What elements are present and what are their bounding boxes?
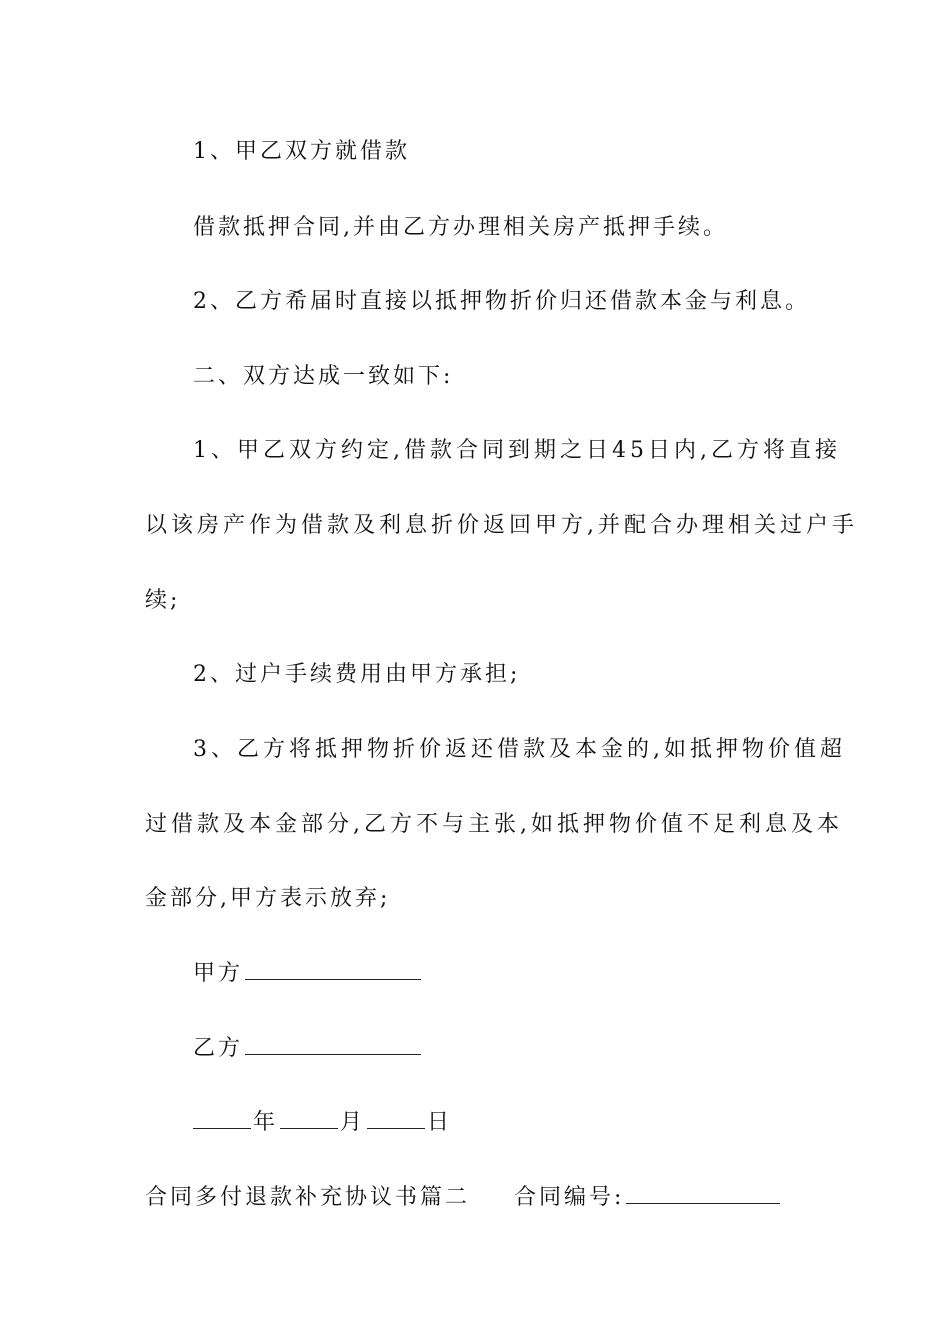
day-blank[interactable] [367, 1108, 425, 1129]
party-a-signature-line[interactable] [245, 959, 421, 980]
year-blank[interactable] [193, 1108, 251, 1129]
party-b-signature-line[interactable] [245, 1034, 421, 1055]
month-blank[interactable] [280, 1108, 338, 1129]
paragraph-6-line-3: 金部分,甲方表示放弃; [145, 886, 391, 911]
paragraph-4-line-1: 1、甲乙双方约定,借款合同到期之日45日内,乙方将直接 [193, 438, 841, 463]
party-b-label: 乙方 [193, 1036, 244, 1061]
year-label: 年 [253, 1110, 279, 1135]
date-line [193, 1108, 452, 1138]
paragraph-1: 1、甲乙双方就借款 [193, 139, 410, 164]
paragraph-4-line-2: 以该房产作为借款及利息折价返回甲方,并配合办理相关过户手 [145, 513, 858, 538]
party-a-signature [193, 959, 423, 989]
paragraph-2: 借款抵押合同,并由乙方办理相关房产抵押手续。 [193, 215, 728, 240]
contract-number-line[interactable] [626, 1183, 780, 1204]
paragraph-3: 2、乙方希届时直接以抵押物折价归还借款本金与利息。 [193, 289, 810, 314]
month-label: 月 [340, 1110, 366, 1135]
next-section-title: 合同多付退款补充协议书篇二 [145, 1185, 471, 1210]
day-label: 日 [427, 1110, 453, 1135]
paragraph-5: 2、过户手续费用由甲方承担; [193, 662, 521, 687]
paragraph-4-line-3: 续; [145, 588, 181, 613]
party-a-label: 甲方 [193, 961, 244, 986]
footer-line [145, 1183, 782, 1213]
contract-number-label: 合同编号: [514, 1185, 625, 1210]
party-b-signature [193, 1034, 423, 1064]
paragraph-6-line-1: 3、乙方将抵押物折价返还借款及本金的,如抵押物价值超 [193, 737, 846, 762]
paragraph-6-line-2: 过借款及本金部分,乙方不与主张,如抵押物价值不足利息及本 [145, 812, 843, 837]
section-heading: 二、双方达成一致如下: [193, 364, 454, 389]
